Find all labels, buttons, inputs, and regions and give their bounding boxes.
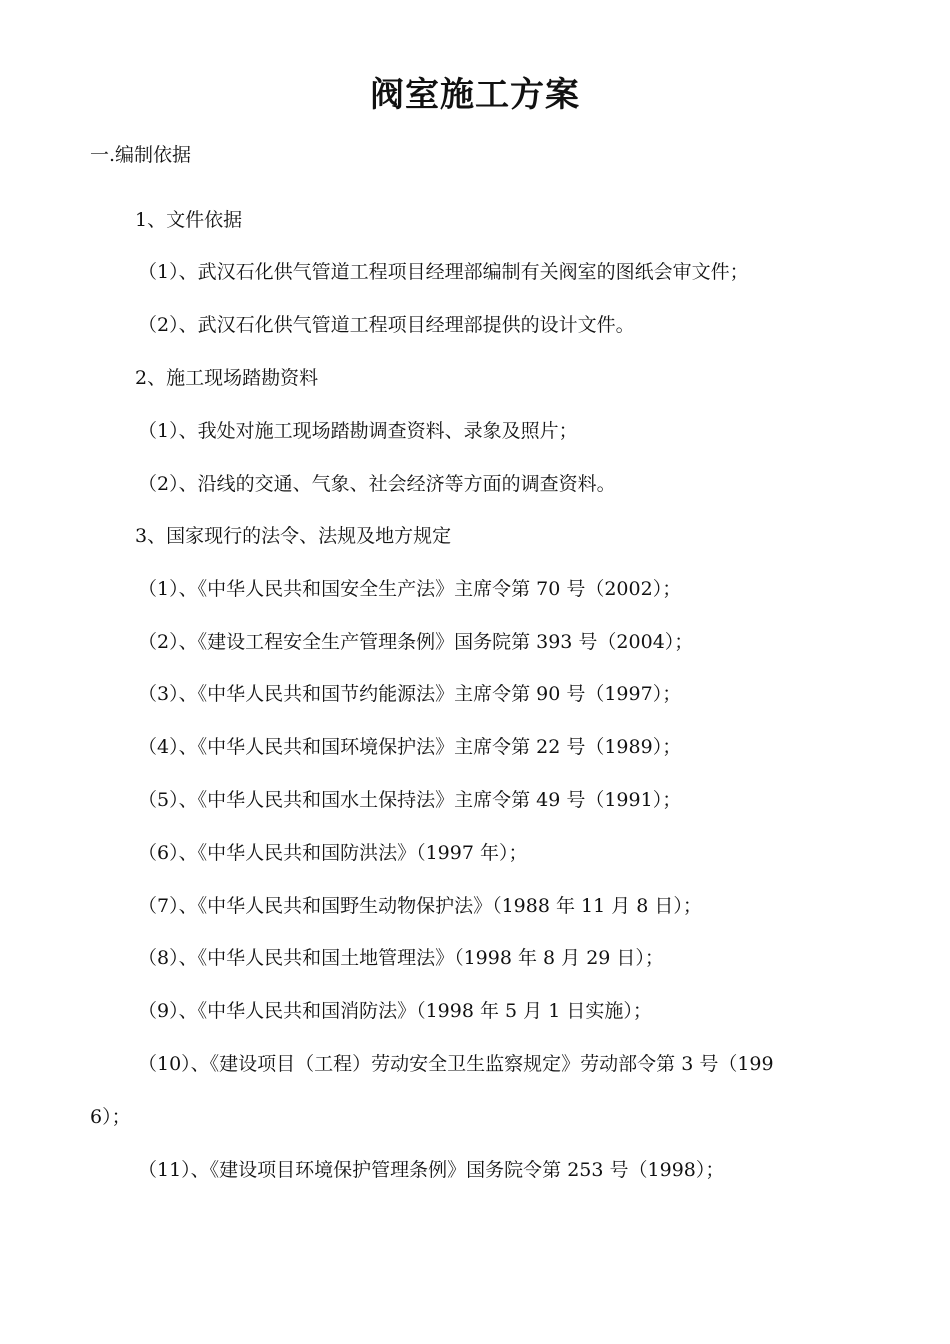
subsection-heading-documents: 1、文件依据	[135, 209, 243, 231]
survey-item-1: （1）、我处对施工现场踏勘调查资料、录象及照片；	[138, 420, 578, 442]
regulation-item-5: （5）、《中华人民共和国水土保持法》主席令第 49 号（1991）；	[138, 789, 682, 811]
regulation-item-10: （10）、《建设项目（工程）劳动安全卫生监察规定》劳动部令第 3 号（199	[138, 1053, 774, 1075]
regulation-item-8: （8）、《中华人民共和国土地管理法》（1998 年 8 月 29 日）；	[138, 947, 664, 969]
document-item-2: （2）、武汉石化供气管道工程项目经理部提供的设计文件。	[138, 314, 635, 336]
document-item-1: （1）、武汉石化供气管道工程项目经理部编制有关阀室的图纸会审文件；	[138, 261, 749, 283]
regulation-item-3: （3）、《中华人民共和国节约能源法》主席令第 90 号（1997）；	[138, 683, 682, 705]
regulation-item-1: （1）、《中华人民共和国安全生产法》主席令第 70 号（2002）；	[138, 578, 682, 600]
regulation-item-11: （11）、《建设项目环境保护管理条例》国务院令第 253 号（1998）；	[138, 1159, 725, 1181]
regulation-item-10-continued: 6）；	[90, 1106, 131, 1128]
regulation-item-4: （4）、《中华人民共和国环境保护法》主席令第 22 号（1989）；	[138, 736, 682, 758]
section-heading-basis: 一.编制依据	[90, 144, 192, 166]
regulation-item-7: （7）、《中华人民共和国野生动物保护法》（1988 年 11 月 8 日）；	[138, 895, 702, 917]
regulation-item-9: （9）、《中华人民共和国消防法》（1998 年 5 月 1 日实施）；	[138, 1000, 652, 1022]
document-title: 阀室施工方案	[370, 75, 580, 115]
survey-item-2: （2）、沿线的交通、气象、社会经济等方面的调查资料。	[138, 473, 616, 495]
subsection-heading-regulations: 3、国家现行的法令、法规及地方规定	[135, 525, 452, 547]
regulation-item-2: （2）、《建设工程安全生产管理条例》国务院第 393 号（2004）；	[138, 631, 694, 653]
subsection-heading-site-survey: 2、施工现场踏勘资料	[135, 367, 319, 389]
regulation-item-6: （6）、《中华人民共和国防洪法》（1997 年）；	[138, 842, 528, 864]
